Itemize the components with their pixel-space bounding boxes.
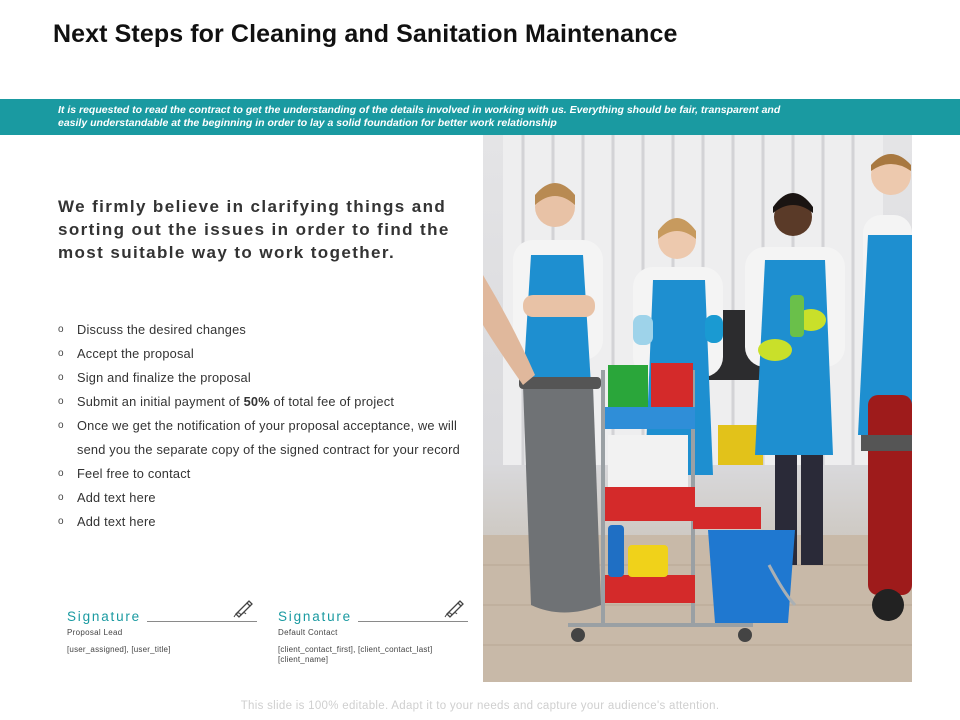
- signature-header: [67, 598, 257, 624]
- signature-line: [147, 621, 257, 622]
- banner-line-1: It is requested to read the contract to get the understanding of the details involved in working with us. Everything should be fair, transparent and: [58, 104, 781, 116]
- cleaning-staff-illustration: [483, 135, 912, 682]
- slide-title: Next Steps for Cleaning and Sanitation Maintenance: [53, 20, 678, 48]
- bullet-marker: o: [58, 420, 64, 431]
- list-item-text-before: Submit an initial payment of: [77, 394, 244, 409]
- signature-fields: [user_assigned], [user_title]: [67, 645, 171, 654]
- next-steps-list: [58, 318, 468, 534]
- signature-block-proposal-lead: [67, 598, 257, 655]
- list-item-text: Add text here: [77, 490, 156, 505]
- list-item-text: Sign and finalize the proposal: [77, 370, 251, 385]
- pen-signature-icon: [444, 598, 466, 618]
- banner-line-2: easily understandable at the beginning in order to lay a solid foundation for better work relationship: [58, 117, 557, 129]
- list-item-text-after: of total fee of project: [269, 394, 395, 409]
- bullet-marker: o: [58, 324, 64, 335]
- footer-note: This slide is 100% editable. Adapt it to your needs and capture your audience's attention.: [240, 700, 720, 712]
- bullet-marker: o: [58, 372, 64, 383]
- bullet-marker: o: [58, 468, 64, 479]
- signature-block-default-contact: [278, 598, 468, 665]
- bullet-marker: o: [58, 396, 64, 407]
- bullet-marker: o: [58, 516, 64, 527]
- pen-signature-icon: [233, 598, 255, 618]
- list-item-text: Once we get the notification of your proposal acceptance, we will send you the separate copy of the signed contract for your record: [77, 418, 460, 457]
- bullet-marker: o: [58, 348, 64, 359]
- list-item-text: Discuss the desired changes: [77, 322, 247, 337]
- list-item-text: Add text here: [77, 514, 156, 529]
- list-item: [58, 318, 468, 342]
- signature-role: Default Contact: [278, 628, 338, 637]
- list-item: [58, 462, 468, 486]
- list-item: [58, 414, 468, 462]
- signature-role: Proposal Lead: [67, 628, 123, 637]
- signature-title: Signature: [278, 609, 352, 624]
- list-item: [58, 366, 468, 390]
- intro-banner: [0, 99, 960, 135]
- signature-line: [358, 621, 468, 622]
- list-item: [58, 486, 468, 510]
- list-item-text: Accept the proposal: [77, 346, 194, 361]
- signature-header: [278, 598, 468, 624]
- list-item: [58, 510, 468, 534]
- cleaning-staff-photo: [483, 135, 912, 682]
- list-item: [58, 342, 468, 366]
- list-item-text: Feel free to contact: [77, 466, 191, 481]
- list-item: [58, 390, 468, 414]
- signature-title: Signature: [67, 609, 141, 624]
- bullet-marker: o: [58, 492, 64, 503]
- lead-statement: We firmly believe in clarifying things and sorting out the issues in order to find the most suitable way to work together.: [58, 197, 450, 262]
- payment-percentage: 50%: [243, 394, 270, 409]
- signature-fields: [client_contact_first], [client_contact_last] [client_name]: [278, 645, 433, 664]
